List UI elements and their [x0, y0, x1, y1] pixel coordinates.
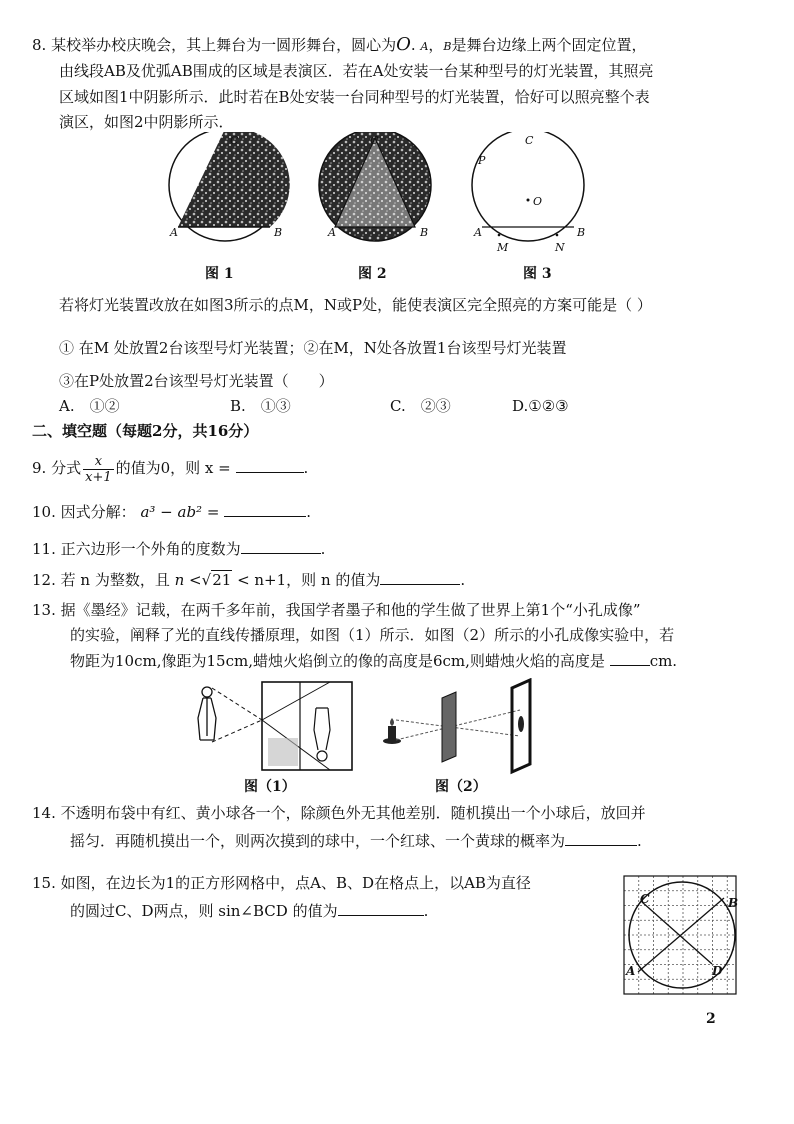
q12-radical-sign: √: [201, 571, 212, 589]
q9-fraction: [83, 454, 114, 485]
q8-number: 8.: [32, 36, 47, 54]
q11-end: .: [320, 540, 326, 558]
fig2-label-c: C: [370, 134, 379, 147]
q10-number: 10.: [32, 503, 56, 521]
q11-text: 正六边形一个外角的度数为: [60, 540, 241, 558]
q14-answer-blank[interactable]: [565, 829, 637, 846]
fig3-label-m: M: [497, 241, 509, 254]
q8-point-a: A: [420, 40, 429, 53]
pinhole-figure-2: [383, 680, 530, 772]
q8-line3: 区域如图1中阴影所示．此时若在B处安装一台同种型号的灯光装置，恰好可以照亮整个表: [59, 88, 650, 106]
q12: [32, 568, 465, 591]
q8-sep1: .: [410, 36, 416, 54]
q8-sep2: ，: [428, 36, 444, 54]
fig3-caption: 图 3: [523, 266, 552, 282]
q12-answer-blank[interactable]: [380, 568, 460, 585]
q9-answer-blank[interactable]: [236, 456, 304, 473]
fig3-point-m: [498, 234, 501, 237]
q10: [32, 500, 311, 523]
fig3-label-a: A: [474, 226, 482, 239]
fig1-label-b: B: [274, 226, 283, 239]
q8-text-1: 某校举办校庆晚会，其上舞台为一圆形舞台，圆心为: [51, 36, 397, 54]
q8-choice-b: B. ①③: [230, 397, 291, 415]
q13-line3: [70, 649, 677, 672]
pinhole-figure-1: [198, 682, 352, 770]
fig3-label-p: P: [478, 154, 486, 167]
q8-text-1-tail: 是舞台边缘上两个固定位置，: [451, 36, 647, 54]
q8-option-line-1: ① 在M 处放置2台该型号灯光装置；②在M，N处各放置1台该型号灯光装置: [59, 339, 567, 357]
q15-segment-cd: [642, 902, 712, 964]
q14-line2: [70, 829, 642, 852]
q15-line2: [70, 899, 428, 922]
q10-answer-blank[interactable]: [224, 500, 306, 517]
q13-text-1: 据《墨经》记载，在两千多年前，我国学者墨子和他的学生做了世界上第1个“小孔成像”: [60, 601, 641, 619]
q14-end: .: [637, 832, 642, 850]
q12-expr-b: < n+1，则 n 的值为: [237, 571, 381, 589]
q13-text-3: 物距为10cm,像距为15cm,蜡烛火焰倒立的像的高度是6cm,则蜡烛火焰的高度是: [70, 652, 605, 670]
q13-line1: [32, 599, 641, 621]
q8-point-o: O: [396, 34, 411, 55]
q9-end: .: [303, 459, 309, 477]
q13-answer-blank[interactable]: [610, 649, 650, 666]
q8-question: 若将灯光装置改放在如图3所示的点M，N或P处，能使表演区完全照亮的方案可能是（ ）: [59, 296, 652, 314]
q10-expression: a³ − ab² =: [140, 503, 220, 521]
q12-end: .: [460, 571, 466, 589]
q11-number: 11.: [32, 540, 56, 558]
q13-number: 13.: [32, 601, 56, 619]
q13-unit: cm.: [649, 652, 678, 670]
q8-figures: [0, 132, 794, 282]
fig3-center-o: [527, 199, 530, 202]
q8-line4: 演区，如图2中阴影所示．: [59, 113, 234, 131]
fig3-point-n: [556, 234, 559, 237]
q14-line1: [32, 802, 646, 824]
q13-figures: [0, 678, 794, 778]
q15-label-d: D: [712, 964, 723, 978]
q13-fig2-caption: 图（2）: [435, 779, 487, 795]
q11-answer-blank[interactable]: [241, 537, 321, 554]
fig3-label-n: N: [555, 241, 565, 254]
q8-choice-c: C. ②③: [390, 397, 451, 415]
q15-number: 15.: [32, 874, 56, 892]
q9-denominator: x+1: [85, 469, 112, 485]
q15-end: .: [423, 902, 429, 920]
q15-line1: [32, 872, 531, 894]
q13-line2: 的实验，阐释了光的直线传播原理，如图（1）所示．如图（2）所示的小孔成像实验中，若: [70, 626, 675, 644]
q15-label-a: A: [626, 964, 636, 978]
q11: [32, 537, 325, 560]
page-number: 2: [706, 1011, 716, 1027]
q9-pre: 分式: [51, 459, 82, 477]
q15-answer-blank[interactable]: [338, 899, 424, 916]
q9-numerator: x: [83, 454, 114, 470]
q8-option-line-2: ③在P处放置2台该型号灯光装置（ ）: [59, 372, 334, 390]
q15-label-c: C: [640, 892, 650, 906]
q8-point-b: B: [443, 40, 452, 53]
q13-fig1-caption: 图（1）: [244, 779, 296, 795]
q14-text-1: 不透明布袋中有红、黄小球各一个，除颜色外无其他差别．随机摸出一个小球后，放回并: [60, 804, 646, 822]
fig3-label-b: B: [577, 226, 586, 239]
section-2-heading: 二、填空题（每题2分，共16分）: [32, 422, 259, 440]
q8-choice-a: A. ①②: [59, 397, 120, 415]
q12-expr-a: n <: [174, 571, 202, 589]
fig2-caption: 图 2: [358, 266, 387, 282]
q9: [32, 448, 308, 488]
q9-post: 的值为0，则 x =: [115, 459, 231, 477]
fig1-caption: 图 1: [205, 266, 234, 282]
q14-text-2: 摇匀．再随机摸出一个，则两次摸到的球中，一个红球、一个黄球的概率为: [70, 832, 566, 850]
q10-end: .: [306, 503, 311, 521]
fig1-label-a: A: [170, 226, 178, 239]
q8-line2: 由线段AB及优弧AB围成的区域是表演区．若在A处安装一台某种型号的灯光装置，其照亮: [59, 62, 654, 80]
fig2-label-b: B: [420, 226, 429, 239]
fig3-label-o: O: [533, 195, 543, 208]
fig3-label-c: C: [525, 134, 534, 147]
q14-number: 14.: [32, 804, 56, 822]
q12-radicand: 21: [212, 571, 232, 589]
q12-number: 12.: [32, 571, 56, 589]
q15-text-2: 的圆过C、D两点，则 sin∠BCD 的值为: [70, 902, 338, 920]
q15-text-1: 如图，在边长为1的正方形网格中，点A、B、D在格点上，以AB为直径: [60, 874, 531, 892]
q8-choice-d: D.①②③: [512, 397, 569, 415]
q8-line1: [32, 34, 647, 58]
fig1-label-c: C: [230, 134, 239, 147]
q9-number: 9.: [32, 459, 47, 477]
q10-pre: 因式分解：: [60, 503, 136, 521]
q15-label-b: B: [728, 896, 739, 910]
q12-pre: 若 n 为整数，且: [60, 571, 170, 589]
fig2-label-a: A: [328, 226, 336, 239]
